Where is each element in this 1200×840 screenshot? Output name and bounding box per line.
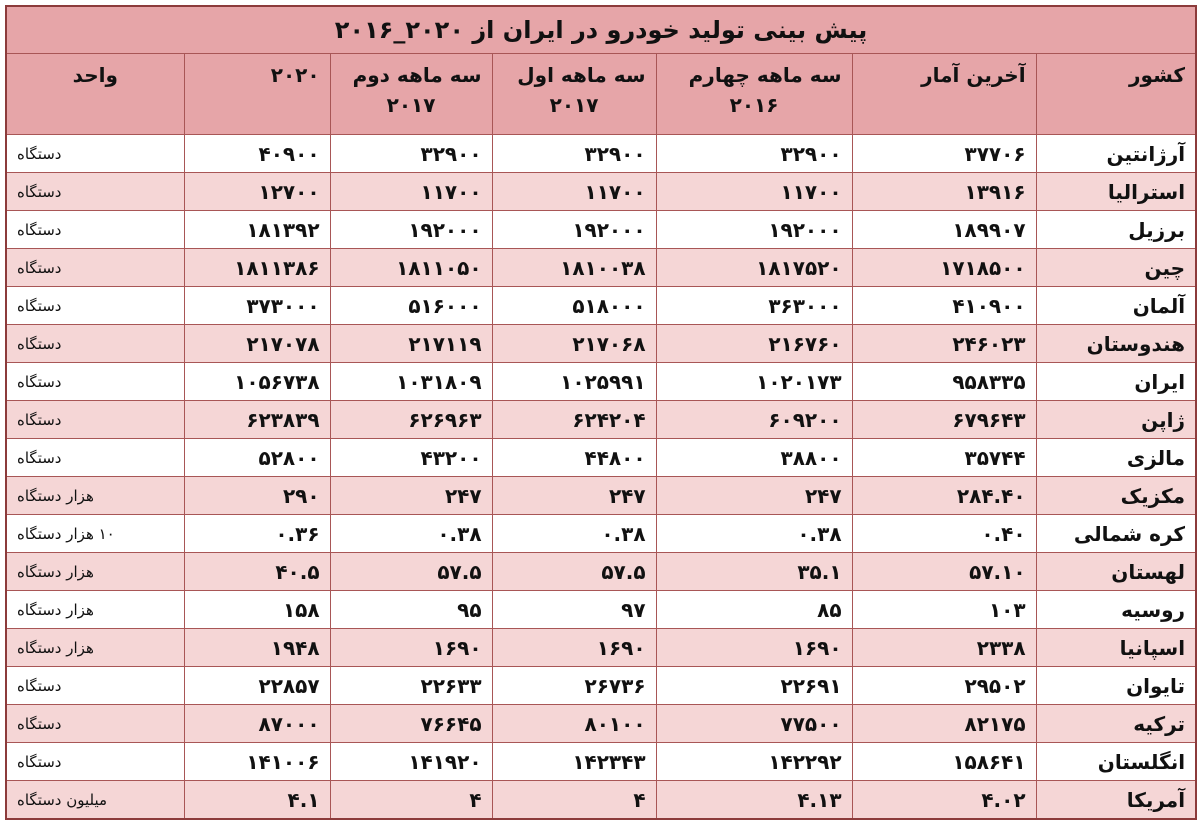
cell-country: مالزی (1036, 439, 1196, 477)
cell-last-stats: ۳۵۷۴۴ (852, 439, 1036, 477)
cell-q2-2017: ۷۶۶۴۵ (330, 705, 492, 743)
cell-2020: ۲۱۷۰۷۸ (184, 325, 330, 363)
table-row (6, 325, 1196, 363)
header-q4-label: سه ماهه چهارم (688, 63, 842, 87)
cell-last-stats: ۱۸۹۹۰۷ (852, 211, 1036, 249)
cell-q2-2017: ۶۲۶۹۶۳ (330, 401, 492, 439)
cell-2020: ۱۴۱۰۰۶ (184, 743, 330, 781)
cell-q1-2017: ۳۲۹۰۰ (492, 135, 656, 173)
cell-q1-2017: ۱۸۱۰۰۳۸ (492, 249, 656, 287)
car-production-table (5, 5, 1197, 820)
cell-q4-2016: ۰.۳۸ (656, 515, 852, 553)
cell-q1-2017: ۸۰۱۰۰ (492, 705, 656, 743)
cell-unit: دستگاه (6, 287, 184, 325)
cell-q4-2016: ۱۶۹۰ (656, 629, 852, 667)
cell-2020: ۱۸۱۱۳۸۶ (184, 249, 330, 287)
cell-q1-2017: ۱۱۷۰۰ (492, 173, 656, 211)
cell-country: چین (1036, 249, 1196, 287)
cell-country: لهستان (1036, 553, 1196, 591)
cell-q1-2017: ۴ (492, 781, 656, 820)
header-q4-2016 (656, 54, 852, 135)
cell-q4-2016: ۲۴۷ (656, 477, 852, 515)
header-q1-2017 (492, 54, 656, 135)
cell-q1-2017: ۲۶۷۳۶ (492, 667, 656, 705)
forecast-table-container (5, 5, 1195, 835)
cell-q4-2016: ۳۶۳۰۰۰ (656, 287, 852, 325)
cell-2020: ۲۲۸۵۷ (184, 667, 330, 705)
cell-last-stats: ۰.۴۰ (852, 515, 1036, 553)
cell-2020: ۳۷۳۰۰۰ (184, 287, 330, 325)
cell-q2-2017: ۱۹۲۰۰۰ (330, 211, 492, 249)
cell-q2-2017: ۱۴۱۹۲۰ (330, 743, 492, 781)
table-title: پیش بینی تولید خودرو در ایران از ۲۰۲۰_۲۰۱۶ (6, 6, 1196, 54)
cell-q2-2017: ۵۱۶۰۰۰ (330, 287, 492, 325)
cell-q1-2017: ۲۴۷ (492, 477, 656, 515)
cell-country: هندوستان (1036, 325, 1196, 363)
cell-unit: هزار دستگاه (6, 591, 184, 629)
cell-country: آلمان (1036, 287, 1196, 325)
cell-2020: ۸۷۰۰۰ (184, 705, 330, 743)
cell-last-stats: ۱۳۹۱۶ (852, 173, 1036, 211)
cell-q1-2017: ۹۷ (492, 591, 656, 629)
cell-2020: ۵۲۸۰۰ (184, 439, 330, 477)
header-country: کشور (1036, 54, 1196, 135)
cell-last-stats: ۴۱۰۹۰۰ (852, 287, 1036, 325)
cell-country: انگلستان (1036, 743, 1196, 781)
cell-last-stats: ۴.۰۲ (852, 781, 1036, 820)
cell-q4-2016: ۱۹۲۰۰۰ (656, 211, 852, 249)
cell-2020: ۱۲۷۰۰ (184, 173, 330, 211)
table-row (6, 743, 1196, 781)
cell-q1-2017: ۰.۳۸ (492, 515, 656, 553)
cell-unit: هزار دستگاه (6, 477, 184, 515)
cell-country: روسیه (1036, 591, 1196, 629)
cell-unit: دستگاه (6, 249, 184, 287)
cell-unit: هزار دستگاه (6, 553, 184, 591)
cell-last-stats: ۳۷۷۰۶ (852, 135, 1036, 173)
table-row (6, 705, 1196, 743)
table-row (6, 173, 1196, 211)
cell-q1-2017: ۵۷.۵ (492, 553, 656, 591)
table-row (6, 629, 1196, 667)
cell-q4-2016: ۸۵ (656, 591, 852, 629)
cell-unit: هزار دستگاه (6, 629, 184, 667)
header-q4-year: ۲۰۱۶ (729, 93, 779, 117)
cell-unit: دستگاه (6, 667, 184, 705)
cell-unit: دستگاه (6, 173, 184, 211)
cell-q2-2017: ۲۱۷۱۱۹ (330, 325, 492, 363)
cell-q2-2017: ۱۰۳۱۸۰۹ (330, 363, 492, 401)
cell-q4-2016: ۳۲۹۰۰ (656, 135, 852, 173)
header-q2-2017 (330, 54, 492, 135)
cell-q2-2017: ۱۱۷۰۰ (330, 173, 492, 211)
cell-2020: ۱۰۵۶۷۳۸ (184, 363, 330, 401)
cell-last-stats: ۱۰۳ (852, 591, 1036, 629)
cell-last-stats: ۲۳۳۸ (852, 629, 1036, 667)
cell-q1-2017: ۱۹۲۰۰۰ (492, 211, 656, 249)
cell-unit: دستگاه (6, 705, 184, 743)
cell-2020: ۰.۳۶ (184, 515, 330, 553)
cell-2020: ۴۰۹۰۰ (184, 135, 330, 173)
cell-last-stats: ۱۷۱۸۵۰۰ (852, 249, 1036, 287)
table-row (6, 591, 1196, 629)
cell-last-stats: ۲۹۵۰۲ (852, 667, 1036, 705)
cell-2020: ۲۹۰ (184, 477, 330, 515)
cell-q2-2017: ۲۴۷ (330, 477, 492, 515)
cell-country: کره شمالی (1036, 515, 1196, 553)
cell-q4-2016: ۲۱۶۷۶۰ (656, 325, 852, 363)
cell-q4-2016: ۱۸۱۷۵۲۰ (656, 249, 852, 287)
table-row (6, 515, 1196, 553)
cell-unit: دستگاه (6, 439, 184, 477)
cell-country: برزیل (1036, 211, 1196, 249)
cell-2020: ۴.۱ (184, 781, 330, 820)
cell-last-stats: ۵۷.۱۰ (852, 553, 1036, 591)
cell-last-stats: ۸۲۱۷۵ (852, 705, 1036, 743)
cell-q1-2017: ۱۰۲۵۹۹۱ (492, 363, 656, 401)
cell-q2-2017: ۰.۳۸ (330, 515, 492, 553)
cell-unit: دستگاه (6, 211, 184, 249)
cell-q2-2017: ۹۵ (330, 591, 492, 629)
table-row (6, 135, 1196, 173)
cell-2020: ۱۵۸ (184, 591, 330, 629)
cell-q4-2016: ۲۲۶۹۱ (656, 667, 852, 705)
cell-country: ایران (1036, 363, 1196, 401)
cell-last-stats: ۹۵۸۳۳۵ (852, 363, 1036, 401)
cell-q1-2017: ۴۴۸۰۰ (492, 439, 656, 477)
table-row (6, 211, 1196, 249)
title-row (6, 6, 1196, 54)
cell-q4-2016: ۱۱۷۰۰ (656, 173, 852, 211)
cell-q2-2017: ۳۲۹۰۰ (330, 135, 492, 173)
cell-2020: ۱۹۴۸ (184, 629, 330, 667)
table-row (6, 287, 1196, 325)
cell-q2-2017: ۱۸۱۱۰۵۰ (330, 249, 492, 287)
cell-last-stats: ۶۷۹۶۴۳ (852, 401, 1036, 439)
cell-q4-2016: ۳۵.۱ (656, 553, 852, 591)
cell-country: آرژانتین (1036, 135, 1196, 173)
header-q1-year: ۲۰۱۷ (549, 93, 599, 117)
header-q2-year: ۲۰۱۷ (386, 93, 436, 117)
table-row (6, 363, 1196, 401)
cell-2020: ۱۸۱۳۹۲ (184, 211, 330, 249)
header-q2-label: سه ماهه دوم (352, 63, 482, 87)
cell-q1-2017: ۱۴۲۳۴۳ (492, 743, 656, 781)
cell-country: اسپانیا (1036, 629, 1196, 667)
cell-unit: میلیون دستگاه (6, 781, 184, 820)
cell-q4-2016: ۱۰۲۰۱۷۳ (656, 363, 852, 401)
cell-q2-2017: ۴۳۲۰۰ (330, 439, 492, 477)
cell-unit: ۱۰ هزار دستگاه (6, 515, 184, 553)
cell-unit: دستگاه (6, 743, 184, 781)
header-row (6, 54, 1196, 135)
cell-q1-2017: ۲۱۷۰۶۸ (492, 325, 656, 363)
cell-q4-2016: ۴.۱۳ (656, 781, 852, 820)
cell-country: استرالیا (1036, 173, 1196, 211)
cell-q4-2016: ۶۰۹۲۰۰ (656, 401, 852, 439)
header-q1-label: سه ماهه اول (517, 63, 646, 87)
cell-q4-2016: ۳۸۸۰۰ (656, 439, 852, 477)
cell-country: مکزیک (1036, 477, 1196, 515)
cell-country: ژاپن (1036, 401, 1196, 439)
cell-last-stats: ۱۵۸۶۴۱ (852, 743, 1036, 781)
table-row (6, 781, 1196, 820)
cell-2020: ۴۰.۵ (184, 553, 330, 591)
cell-q1-2017: ۶۲۴۲۰۴ (492, 401, 656, 439)
cell-q2-2017: ۵۷.۵ (330, 553, 492, 591)
cell-last-stats: ۲۴۶۰۲۳ (852, 325, 1036, 363)
cell-country: ترکیه (1036, 705, 1196, 743)
table-row (6, 249, 1196, 287)
cell-q2-2017: ۱۶۹۰ (330, 629, 492, 667)
cell-unit: دستگاه (6, 363, 184, 401)
table-row (6, 477, 1196, 515)
cell-q4-2016: ۱۴۲۲۹۲ (656, 743, 852, 781)
cell-last-stats: ۲۸۴.۴۰ (852, 477, 1036, 515)
cell-unit: دستگاه (6, 135, 184, 173)
header-2020: ۲۰۲۰ (184, 54, 330, 135)
table-row (6, 553, 1196, 591)
cell-q1-2017: ۵۱۸۰۰۰ (492, 287, 656, 325)
header-last-stats: آخرین آمار (852, 54, 1036, 135)
table-row (6, 667, 1196, 705)
cell-q1-2017: ۱۶۹۰ (492, 629, 656, 667)
cell-unit: دستگاه (6, 401, 184, 439)
cell-country: آمریکا (1036, 781, 1196, 820)
cell-2020: ۶۲۳۸۳۹ (184, 401, 330, 439)
header-unit: واحد (6, 54, 184, 135)
cell-q2-2017: ۴ (330, 781, 492, 820)
table-body (6, 135, 1196, 820)
cell-country: تایوان (1036, 667, 1196, 705)
cell-q2-2017: ۲۲۶۳۳ (330, 667, 492, 705)
cell-q4-2016: ۷۷۵۰۰ (656, 705, 852, 743)
table-row (6, 401, 1196, 439)
cell-unit: دستگاه (6, 325, 184, 363)
table-row (6, 439, 1196, 477)
